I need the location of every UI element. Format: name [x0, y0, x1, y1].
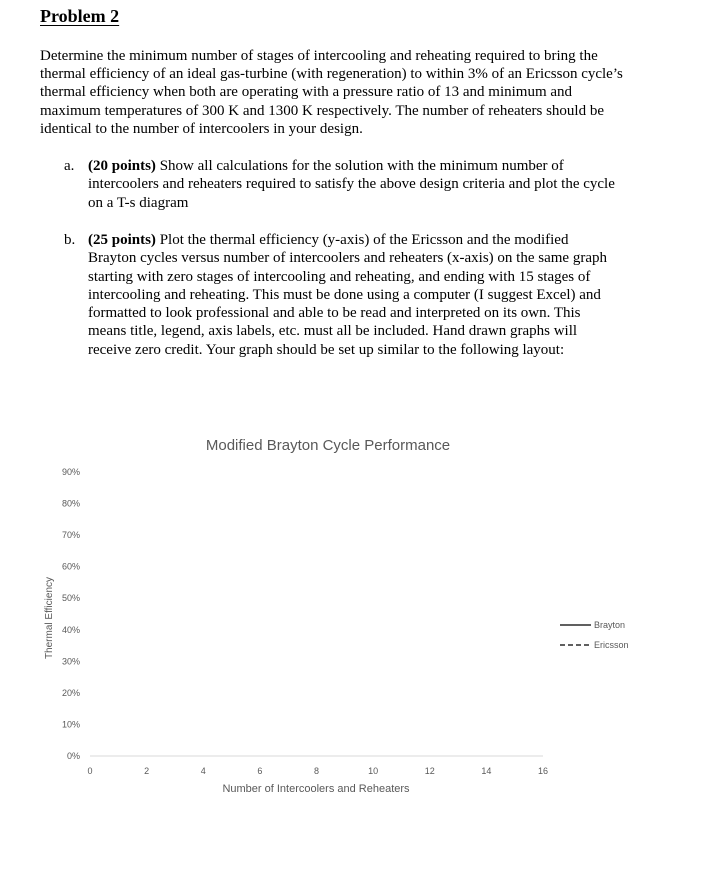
question-a-body: [88, 157, 618, 212]
x-tick-label: 10: [368, 766, 379, 776]
y-tick-label: 0%: [66, 751, 80, 761]
y-tick-label: 50%: [61, 593, 80, 604]
question-a-text: Show all calculations for the solution with the minimum number of intercoolers and reheaters required to satisfy the above design criteria and plot the cycle on a T-s diagram: [88, 158, 615, 211]
x-tick-label: 8: [313, 766, 320, 776]
question-b-marker: b.: [64, 232, 76, 248]
x-tick-label: 16: [537, 766, 549, 776]
question-a-points: (20 points): [88, 158, 156, 174]
y-tick-label: 20%: [61, 687, 80, 698]
y-axis-label: Thermal Efficiency: [44, 576, 55, 660]
efficiency-chart: [0, 420, 707, 820]
x-tick-label: 6: [257, 766, 263, 776]
x-tick-label: 14: [481, 766, 492, 776]
y-tick-label: 30%: [61, 656, 80, 667]
legend-label-ericsson: Ericsson: [594, 640, 629, 650]
question-a-marker: a.: [64, 158, 75, 174]
x-tick-label: 12: [424, 766, 435, 776]
x-tick-label: 0: [87, 766, 93, 776]
legend-label-brayton: Brayton: [594, 620, 626, 630]
y-tick-label: 40%: [61, 624, 80, 635]
problem-title: Problem 2: [40, 6, 120, 26]
problem-statement: Determine the minimum number of stages of intercooling and reheating required to bring the thermal efficiency of an ideal gas-turbine (with regeneration) to within 3% of an Ericsson cycle’s thermal efficiency when both are operating with a pressure ratio of 13 and minimum and maximum temperatures of 300 K and 1300 K respectively. The number of reheaters should be identical to the number of intercoolers in your design.: [40, 48, 623, 137]
y-tick-label: 80%: [61, 498, 80, 509]
chart-legend: [560, 620, 629, 650]
question-b-body: [88, 231, 618, 359]
y-tick-label: 90%: [61, 467, 80, 477]
y-tick-label: 60%: [61, 561, 80, 572]
question-b-text: Plot the thermal efficiency (y-axis) of the Ericsson and the modified Brayton cycles versus number of intercoolers and reheaters (x-axis) on the same graph starting with zero stages of intercooling and reheating, and ending with 15 stages of intercooling and reheating. This must be done using a computer (I suggest Excel) and formatted to look professional and able to be read and interpreted on its own. This means title, legend, axis labels, etc. must all be included. Hand drawn graphs will receive zero credit. Your graph should be set up similar to the following layout:: [88, 232, 607, 358]
y-tick-label: 70%: [61, 530, 80, 541]
x-tick-label: 2: [144, 766, 150, 776]
question-b-points: (25 points): [88, 232, 156, 248]
x-tick-label: 4: [200, 766, 206, 776]
x-axis-label: Number of Intercoolers and Reheaters: [222, 783, 410, 795]
chart-title: Modified Brayton Cycle Performance: [205, 437, 451, 454]
y-tick-label: 10%: [61, 719, 80, 730]
